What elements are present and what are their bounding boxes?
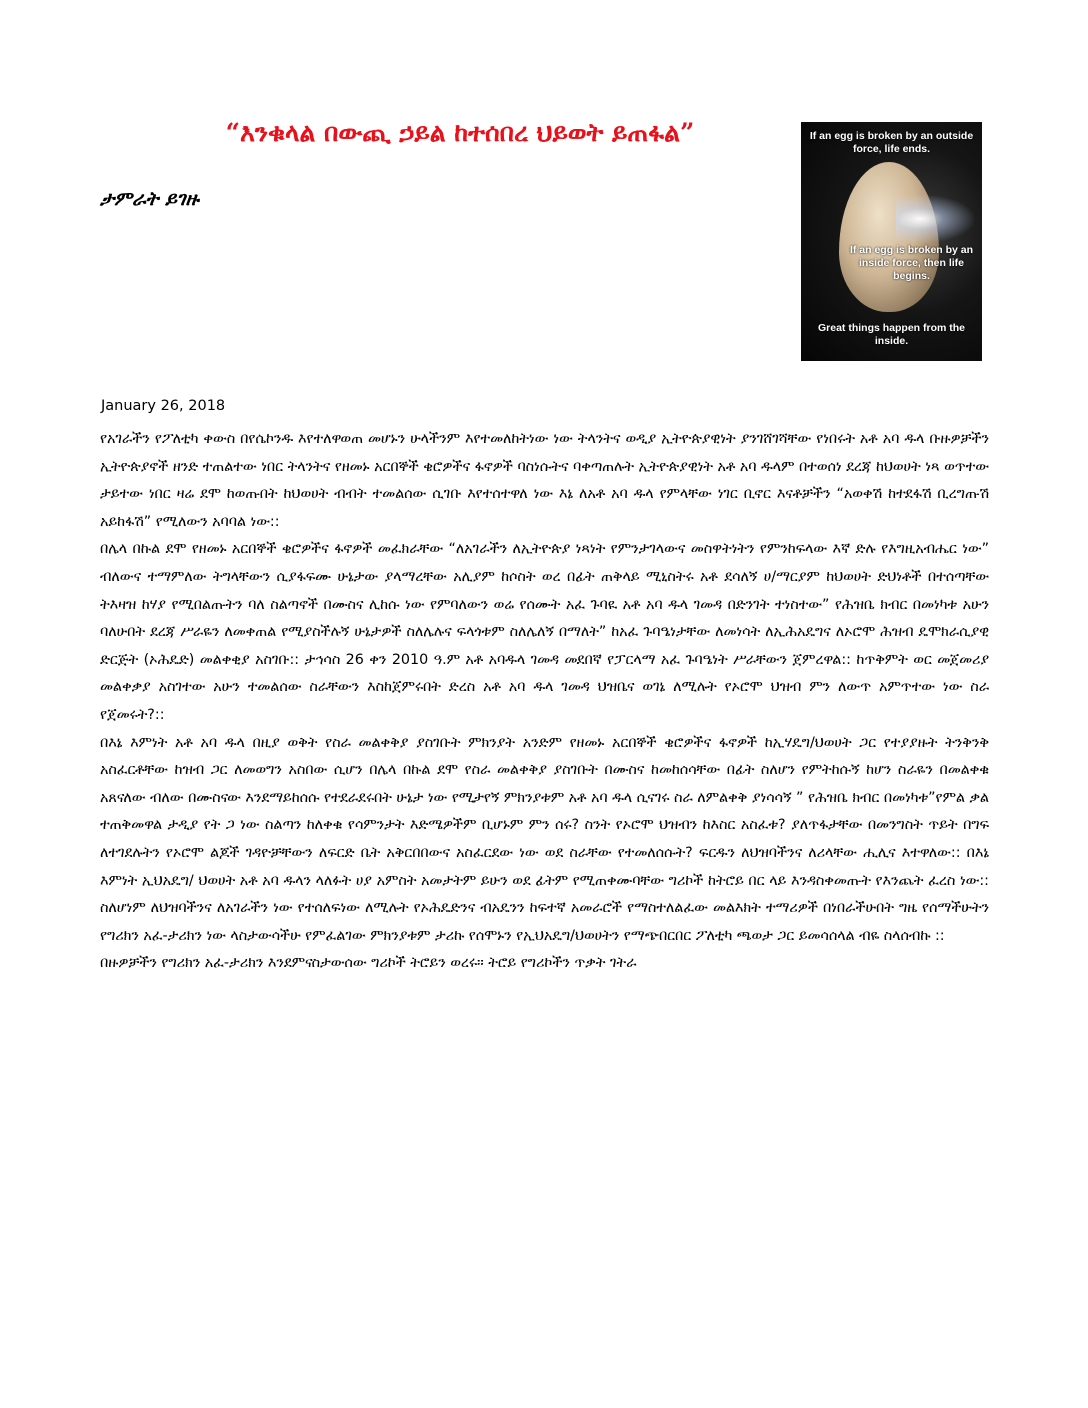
- paragraph: በዙዎቻችን የግሪክን አፈ-ታሪክን እንደምናስታውሰው ግሪኮች ትሮይን ወረሩ። ትሮይ የግሪኮችን ጥቃት ገትራ: [100, 955, 637, 972]
- poster-caption-middle: If an egg is broken by an inside force, then life begins.: [849, 244, 974, 282]
- poster-caption-top: If an egg is broken by an outside force, life ends.: [809, 130, 974, 155]
- egg-poster-image: [801, 122, 982, 361]
- paragraph: በሌላ በኩል ደሞ የዘመኑ አርበኞች ቄሮዎችና ፋኖዎች መፈክራቸው “ለአገራችን ለኢትዮጵያ ነጻነት የምንታገላውና መስዋትነትን የምንከፍላው እኛ ድሉ የእግዚአብሔር ነው” ብለውና ተማምለው ትግላቸውን ሲያፋፍሙ ሁኔታው ያላማረቸው አሊያም ከሶስት ወረ በፊት ጠቅላይ ሚኒስትሩ አቶ ደሳለኝ ሀ/ማርያም ከህወሀት ድህነቶች በተሰጣቸው ትእዛዝ ከሃያ የሚበልጡትን ባለ ስልጣኖች በሙስና ሊከሱ ነው የምባለውን ወሬ የሰሙት አፈ ጉባዪ አቶ አባ ዱላ ገመዳ በድንገት ተነስተው” የሕዝቤ ክብር በመነካቱ አሁን ባለሁበት ደረጃ ሥራዬን ለመቀጠል የሚያስችሉኝ ሁኔታዎች ስለሌሉና ፍላጎቱም ስለሌለኝ በማለት” ከአፈ ጉባዔነታቸው ለመነሳት ለኢሕአዴግና ለኦሮሞ ሕዝብ ዴሞክራሲያዊ ድርጅት (ኦሕዴድ) መልቀቂያ አስገቡ:: ታኅሳስ 26 ቀን 2010 ዓ.ም አቶ አባዱላ ገመዳ መደበኛ የፓርላማ አፈ ጉባዔነት ሥራቸውን ጀምረዋል:: ከጥቅምት ወር መጀመሪያ መልቀቃያ አስገተው አሁን ተመልሰው ስራቸውን እስከጀምሩበት ድረስ አቶ አባ ዱላ ገመዳ ህዝቤና ወገኔ ለሚሉት የኦሮሞ ህዝብ ምን ለውጥ አምጥተው ነው ስራ የጀመሩት?::: [100, 541, 989, 723]
- paragraph: የአገራችን የፖለቲካ ቀውስ በየሴኮንዱ እየተለዋወጠ መሆኑን ሁላችንም እየተመለከትነው ነው ትላንትና ወዲያ ኢትዮጵያዊነት ያንገሸገሻቸው የነበሩት አቶ አባ ዱላ ቡዙዎቻችን ኢትዮጵያኖች ዘንድ ተጠልተው ነበር ትላንትና የዘመኑ አርበኞች ቄሮዎችና ፋኖዎች ባስነሱትና ባቀጣጠሉት ኢትዮጵያዊነት አቶ አባ ዱላም በተወሰነ ደረጃ ከህወሀት ነጻ ወጥተው ታይተው ነበር ዛሬ ደሞ ከወጡበት ከህወሀት ብብት ተመልሰው ሲገቡ እየተሰተዋለ ነው እኔ ለአቶ አባ ዱላ የምላቸው ነገር ቢኖር እናቶቻችን “አወቀሽ ከተደፋሽ ቢረግጡሽ አይከፋሽ” የሚለውን አባባል ነው::: [100, 431, 989, 530]
- publish-date: January 26, 2018: [101, 398, 226, 414]
- poster-caption-bottom: Great things happen from the inside.: [817, 322, 965, 347]
- light-burst-icon: [896, 194, 976, 244]
- article-body: [100, 426, 989, 978]
- author-name: ታምራት ይገዙ: [100, 188, 199, 210]
- paragraph: በእኔ እምነት አቶ አባ ዱላ በዚያ ወቅት የስራ መልቀቅያ ያስገቡት ምክንያት አንድም የዘመኑ አርበኞች ቄሮዎችና ፋኖዎች ከኢሃዴግ/ህወሀት ጋር የተያያዙት ትንቅንቅ አስፈርቶቸው ከዝብ ጋር ለመወግን አስበው ሲሆን በሌላ በኩል ደሞ የስራ መልቀቅያ ያስገቡት በሙስና ከመከሰሳቸው በፊት ስለሆን የምትከሱኝ ከሆን ስራዬን በመልቀቁ አጸናለው ብለው በሙስናው እንደማይከሰሱ የተደራደሩበት ሁኔታ ነው የሚታየኝ ምክንያቱም አቶ አባ ዱላ ሲናገሩ ስራ ለምልቀቅ ያነሳሳኝ ” የሕዝቤ ክብር በመነካቱ”የምል ቃል ተጠቅመዋል ታዲያ የት ጋ ነው ስልጣን ከለቀቁ የሳምንታት እድሜዎችም ቢሆኑም ምን ሰሩ? ስንት የኦሮሞ ህዝብን ከእስር አስፈቱ? ያለጥፋታቸው በመንግስት ጥይት በግፍ ለተገደሉትን የኦሮሞ ልጆች ገዳዮቻቸውን ለፍርድ ቤት አቅርበበውና አስፈርደው ነው ወደ ስራቸው የተመለሰሱት? ፍርዱን ለህዝባችንና ለሪላቸው ሒሊና እተዋለው:: በእኔ እምነት ኢህአዴግ/ ህወሀት አቶ አባ ዱላን ላለፉት ሀያ አምስት አመታትም ይሁን ወደ ፊትም የሚጠቀሙባቸው ግሪኮች ከትሮይ በር ላይ እንዳስቀመጡት የእንጨት ፈረስ ነው:: ስለሆነም ለህዝባችንና ለአገራችን ነው የተሰለፍነው ለሚሉት የኦሕዴድንና ብአዴንን ከፍተኛ አመራሮች የማስተለልፈው መልእክት ተማሪዎች በነበራችሁበት ግዜ የሰማችሁትን የግሪክን አፈ-ታሪክን ነው ላስታውሳችሁ የምፈልገው ምክንያቱም ታሪኩ የሰሞኑን የኢህአዴግ/ህወሀትን የማጭበርበር ፖለቲካ ጫወታ ጋር ይመሳሰላል ብዬ ስላሰብኩ ::: [100, 734, 989, 944]
- article-title: “እንቁላል በውጪ ኃይል ከተሰበረ ህይወት ይጠፋል”: [225, 118, 695, 147]
